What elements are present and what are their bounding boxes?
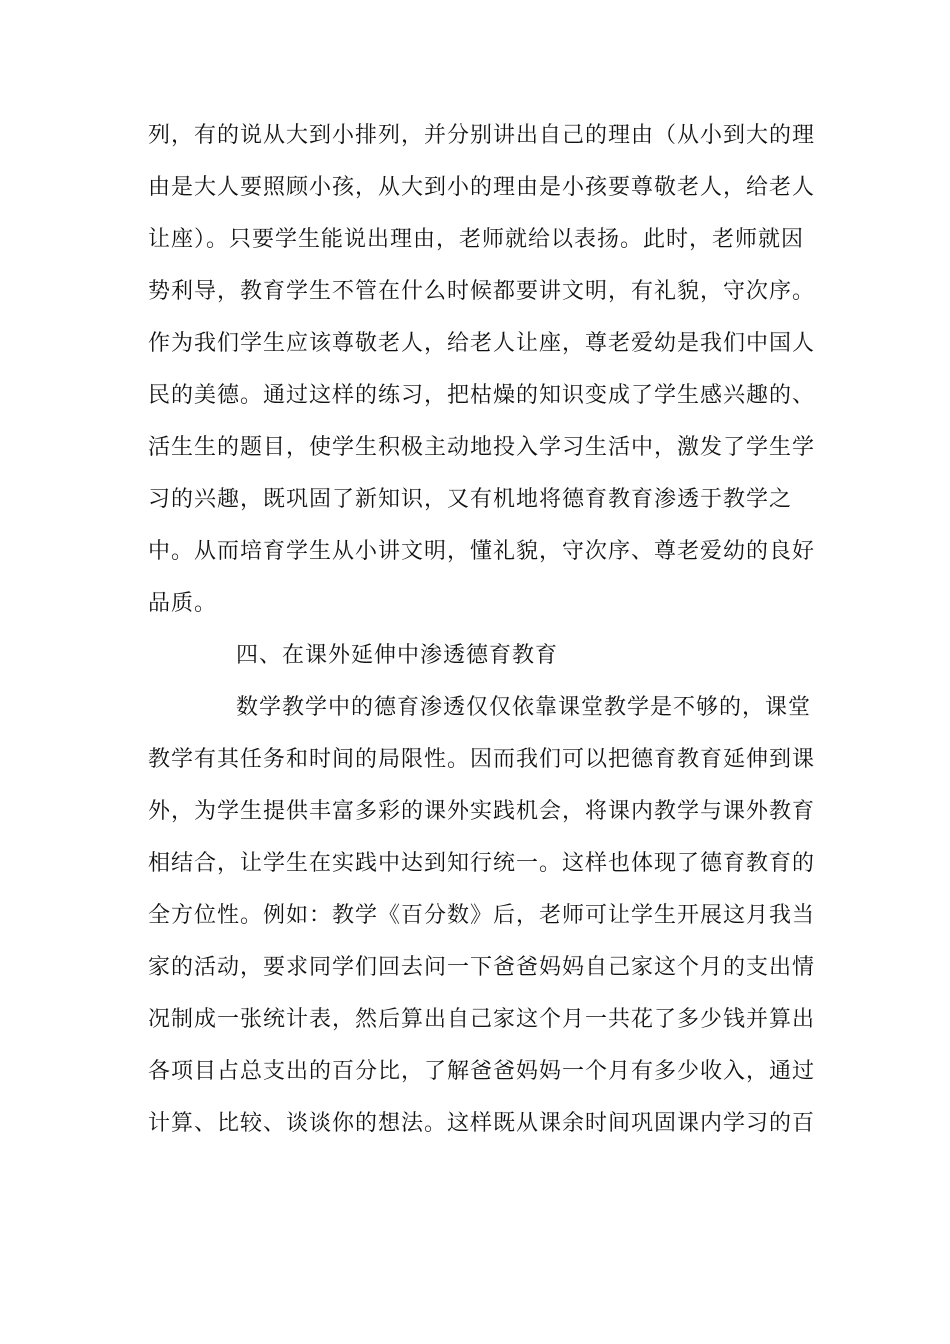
text-line: 况制成一张统计表，然后算出自己家这个月一共花了多少钱并算出: [148, 1007, 816, 1032]
text-line: 品质。: [148, 591, 218, 616]
text-line: 由是大人要照顾小孩，从大到小的理由是小孩要尊敬老人，给老人: [148, 175, 816, 200]
text-line: 计算、比较、谈谈你的想法。这样既从课余时间巩固课内学习的百: [148, 1111, 816, 1136]
text-line: 势利导，教育学生不管在什么时候都要讲文明，有礼貌，守次序。: [148, 279, 816, 304]
text-line: 中。从而培育学生从小讲文明，懂礼貌，守次序、尊老爱幼的良好: [148, 539, 816, 564]
text-line: 数学教学中的德育渗透仅仅依靠课堂教学是不够的，课堂: [236, 695, 812, 720]
text-line: 全方位性。例如：教学《百分数》后，老师可让学生开展这月我当: [148, 903, 816, 928]
text-line: 活生生的题目，使学生积极主动地投入学习生活中，激发了学生学: [148, 435, 816, 460]
text-line: 外，为学生提供丰富多彩的课外实践机会，将课内教学与课外教育: [148, 799, 816, 824]
text-line: 家的活动，要求同学们回去问一下爸爸妈妈自己家这个月的支出情: [148, 955, 816, 980]
text-line: 教学有其任务和时间的局限性。因而我们可以把德育教育延伸到课: [148, 747, 816, 772]
text-line: 列，有的说从大到小排列，并分别讲出自己的理由（从小到大的理: [148, 123, 816, 148]
text-line: 作为我们学生应该尊敬老人，给老人让座，尊老爱幼是我们中国人: [148, 331, 816, 356]
text-line: 习的兴趣，既巩固了新知识，又有机地将德育教育渗透于教学之: [148, 487, 793, 512]
text-line: 各项目占总支出的百分比，了解爸爸妈妈一个月有多少收入，通过: [148, 1059, 816, 1084]
text-line: 相结合，让学生在实践中达到知行统一。这样也体现了德育教育的: [148, 851, 816, 876]
text-line: 让座）。只要学生能说出理由，老师就给以表扬。此时，老师就因: [148, 227, 805, 252]
text-line: 民的美德。通过这样的练习，把枯燥的知识变成了学生感兴趣的、: [148, 383, 816, 408]
section-heading: 四、在课外延伸中渗透德育教育: [236, 643, 559, 668]
